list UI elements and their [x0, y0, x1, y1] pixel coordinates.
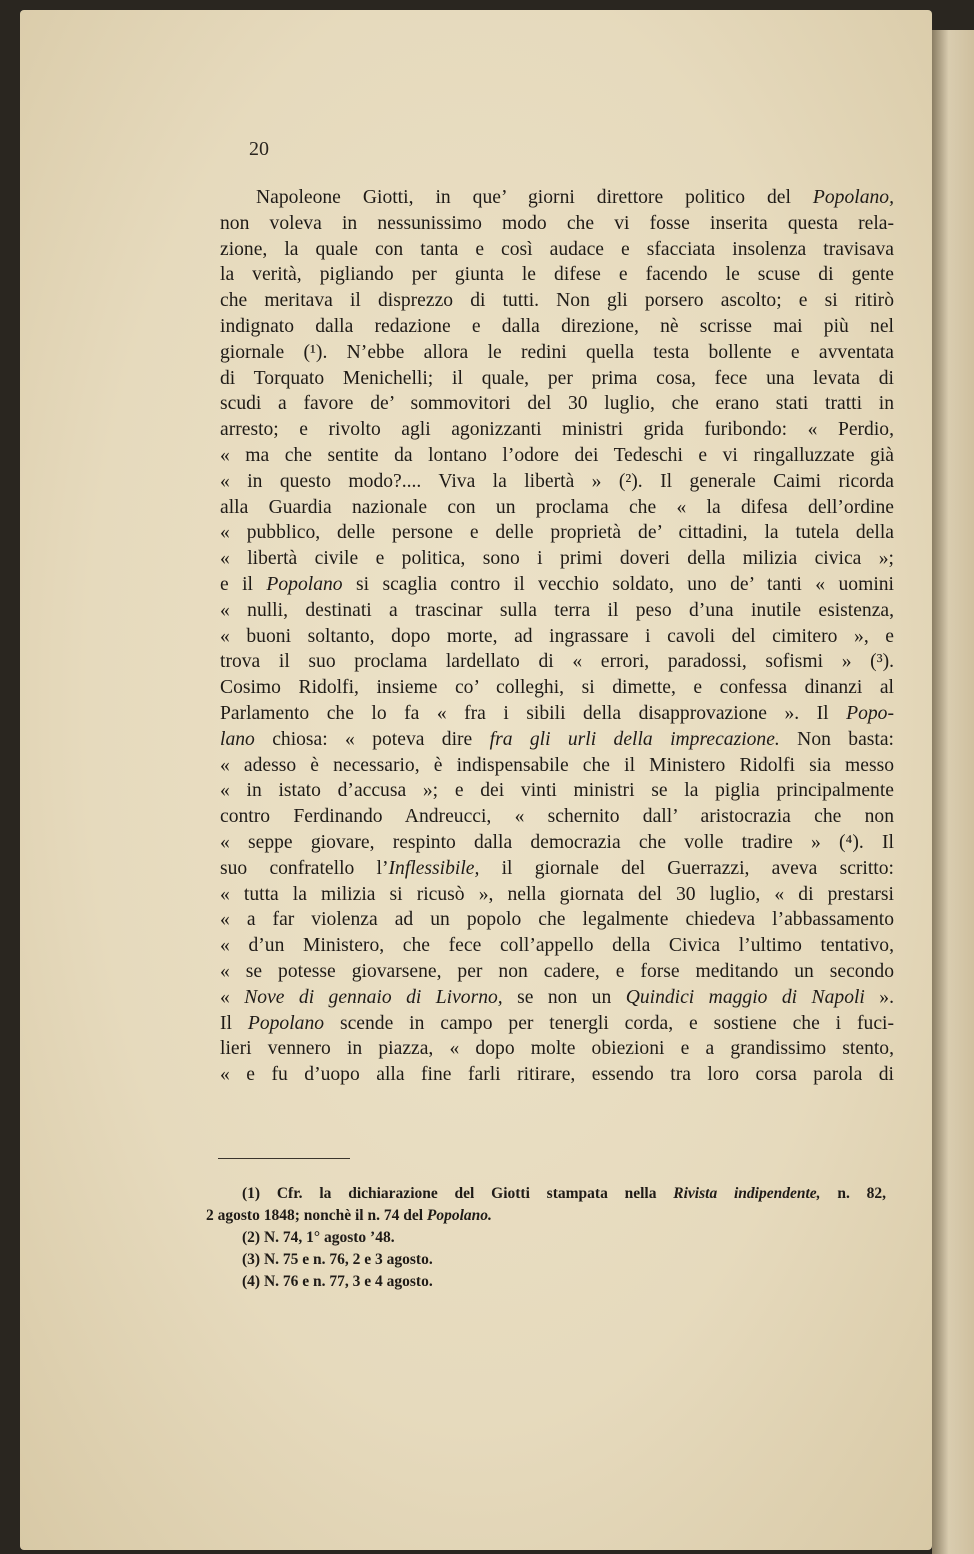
- text-run: giornale (¹). N’ebbe allora le redini quella testa bollente e avventata: [220, 341, 894, 363]
- text-line: [220, 211, 894, 237]
- text-run: « pubblico, delle persone e delle proprietà de’ cittadini, la tutela della: [220, 522, 894, 544]
- text-line: [220, 572, 894, 598]
- footnotes: [206, 1183, 886, 1293]
- text-run: « a far violenza ad un popolo che legalmente chiedeva l’abbassamento: [220, 909, 894, 931]
- text-run: se non un: [502, 986, 626, 1008]
- text-run: «: [220, 986, 245, 1008]
- text-run: e il: [220, 573, 267, 595]
- text-run: scudi a favore de’ sommovitori del 30 luglio, che erano stati tratti in: [220, 393, 894, 415]
- text-line: [220, 856, 894, 882]
- text-line: [220, 959, 894, 985]
- text-run: « in istato d’accusa »; e dei vinti ministri se la piglia principalmente: [220, 780, 894, 802]
- text-line: [220, 753, 894, 779]
- italic-run: Popolano: [266, 573, 343, 595]
- text-run: Napoleone Giotti, in que’ giorni direttore politico del: [256, 187, 813, 208]
- text-run: non voleva in nessunissimo modo che vi fosse inserita questa rela-: [220, 212, 894, 234]
- text-run: (3) N. 75 e n. 76, 2 e 3 agosto.: [242, 1251, 433, 1268]
- text-run: Non basta:: [779, 728, 894, 750]
- text-run: « nulli, destinati a trascinar sulla terra il peso d’una inutile esistenza,: [220, 599, 894, 621]
- text-run: zione, la quale con tanta e così audace e sfacciata insolenza travisava: [220, 238, 894, 260]
- text-line: [220, 185, 894, 211]
- text-run: suo confratello l’: [220, 857, 389, 879]
- text-run: di Torquato Menichelli; il quale, per prima cosa, fece una levata di: [220, 367, 894, 389]
- text-line: [220, 1036, 894, 1062]
- italic-run: Popolano.: [426, 1207, 492, 1224]
- text-run: Parlamento che lo fa « fra i sibili della disapprovazione ». Il: [220, 702, 847, 724]
- text-line: [220, 391, 894, 417]
- text-run: Il: [220, 1012, 248, 1034]
- italic-run: fra gli urli della imprecazione.: [489, 728, 780, 750]
- text-line: [220, 340, 894, 366]
- text-run: « ma che sentite da lontano l’odore dei Tedeschi e vi ringalluzzate già: [220, 444, 894, 466]
- text-line: [220, 366, 894, 392]
- text-run: arresto; e rivolto agli agonizzanti ministri grida furibondo: « Perdio,: [220, 419, 894, 441]
- text-line: [220, 933, 894, 959]
- text-line: [220, 778, 894, 804]
- text-run: alla Guardia nazionale con un proclama che « la difesa dell’ordine: [220, 496, 894, 518]
- text-line: [220, 237, 894, 263]
- text-line: [220, 546, 894, 572]
- text-run: (1) Cfr. la dichiarazione del Giotti stampata nella: [242, 1185, 674, 1202]
- text-line: [220, 882, 894, 908]
- italic-run: Popolano,: [812, 187, 894, 208]
- text-line: [220, 985, 894, 1011]
- footnote-divider: [218, 1158, 350, 1159]
- text-line: [220, 624, 894, 650]
- text-run: che meritava il disprezzo di tutti. Non gli porsero ascolto; e si ritirò: [220, 290, 894, 312]
- text-run: 2 agosto 1848; nonchè il n. 74 del: [206, 1207, 427, 1224]
- text-run: « d’un Ministero, che fece coll’appello della Civica l’ultimo tentativo,: [220, 935, 894, 957]
- text-run: si scaglia contro il vecchio soldato, uno de’ tanti « uomini: [342, 573, 895, 595]
- footnote-line: [206, 1271, 886, 1293]
- text-run: il giornale del Guerrazzi, aveva scritto:: [479, 857, 894, 879]
- italic-run: lano: [220, 728, 255, 750]
- text-run: la verità, pigliando per giunta le difese e facendo le scuse di gente: [220, 264, 894, 286]
- footnote-line: [206, 1183, 886, 1205]
- footnote-line: [206, 1205, 886, 1227]
- text-run: « seppe giovare, respinto dalla democrazia che volle tradire » (⁴). Il: [220, 831, 894, 853]
- text-run: trova il suo proclama lardellato di « errori, paradossi, sofismi » (³).: [220, 651, 894, 673]
- text-line: [220, 417, 894, 443]
- page-number: 20: [249, 138, 269, 160]
- text-run: (2) N. 74, 1° agosto ’48.: [242, 1229, 395, 1246]
- text-run: chiosa: « poteva dire: [254, 728, 490, 750]
- adjacent-page-edge: [932, 30, 974, 1554]
- text-line: [220, 469, 894, 495]
- text-line: [220, 443, 894, 469]
- italic-run: Nove di gennaio di Livorno,: [244, 986, 503, 1008]
- text-run: « libertà civile e politica, sono i primi doveri della milizia civica »;: [220, 548, 894, 570]
- text-line: [220, 262, 894, 288]
- text-run: n. 82,: [820, 1185, 887, 1202]
- text-run: « in questo modo?.... Viva la libertà » (²). Il generale Caimi ricorda: [220, 470, 894, 492]
- body-text: [220, 185, 894, 1088]
- text-run: « e fu d’uopo alla fine farli ritirare, essendo tra loro corsa parola di: [220, 1064, 894, 1086]
- italic-run: Popolano: [247, 1012, 325, 1034]
- text-run: « buoni soltanto, dopo morte, ad ingrassare i cavoli del cimitero », e: [220, 625, 894, 647]
- text-line: [220, 649, 894, 675]
- italic-run: Quindici maggio di Napoli: [625, 986, 865, 1008]
- footnote-line: [206, 1227, 886, 1249]
- text-run: scende in campo per tenergli corda, e sostiene che i fuci-: [324, 1012, 894, 1034]
- text-run: « adesso è necessario, è indispensabile che il Ministero Ridolfi sia messo: [220, 754, 894, 776]
- text-run: contro Ferdinando Andreucci, « schernito dall’ aristocrazia che non: [220, 806, 894, 828]
- text-run: lieri vennero in piazza, « dopo molte obiezioni e a grandissimo stento,: [220, 1038, 894, 1060]
- italic-run: Inflessibile,: [388, 857, 480, 879]
- text-line: [220, 701, 894, 727]
- text-line: [220, 727, 894, 753]
- text-run: ».: [864, 986, 894, 1008]
- text-line: [220, 520, 894, 546]
- text-line: [220, 288, 894, 314]
- text-run: Cosimo Ridolfi, insieme co’ colleghi, si dimette, e confessa dinanzi al: [220, 677, 894, 699]
- italic-run: Popo-: [846, 702, 894, 724]
- text-line: [220, 804, 894, 830]
- italic-run: Rivista indipendente,: [673, 1185, 821, 1202]
- text-line: [220, 1011, 894, 1037]
- text-run: (4) N. 76 e n. 77, 3 e 4 agosto.: [242, 1273, 433, 1290]
- text-line: [220, 830, 894, 856]
- text-line: [220, 495, 894, 521]
- text-run: « tutta la milizia si ricusò », nella giornata del 30 luglio, « di prestarsi: [220, 883, 894, 905]
- text-line: [220, 907, 894, 933]
- text-line: [220, 1062, 894, 1088]
- text-run: indignato dalla redazione e dalla direzione, nè scrisse mai più nel: [220, 315, 894, 337]
- text-run: « se potesse giovarsene, per non cadere, e forse meditando un secondo: [220, 960, 894, 982]
- text-line: [220, 675, 894, 701]
- footnote-line: [206, 1249, 886, 1271]
- text-line: [220, 598, 894, 624]
- text-line: [220, 314, 894, 340]
